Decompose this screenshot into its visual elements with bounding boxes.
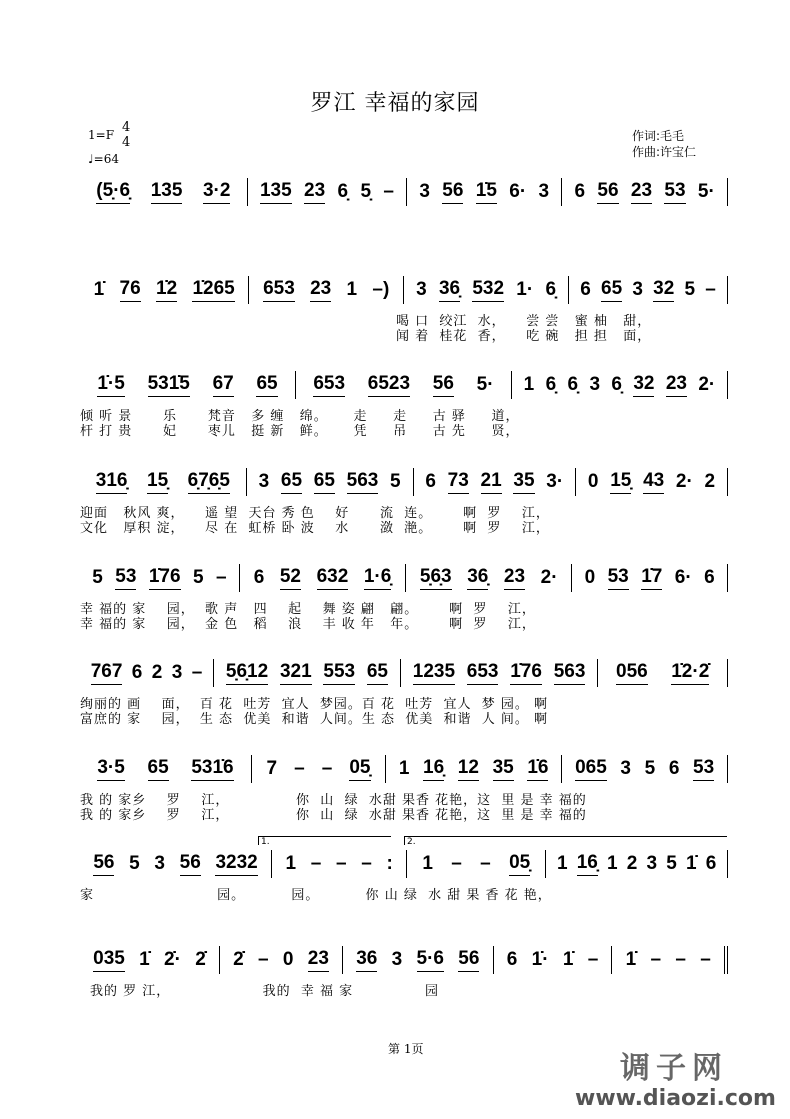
lyric-line: 幸 福的 家 园， 歌 声 四 起 舞 姿 翩 翩。 啊 罗 江， bbox=[80, 602, 536, 617]
note: 56 bbox=[597, 180, 618, 204]
note: 5 bbox=[666, 853, 677, 874]
note: 56 bbox=[442, 180, 463, 204]
note: – bbox=[650, 949, 662, 970]
note: 3 bbox=[258, 471, 270, 492]
note: 1·6̣ bbox=[364, 566, 391, 590]
staff-line bbox=[80, 850, 728, 878]
note: – bbox=[383, 181, 394, 202]
measure bbox=[407, 178, 562, 206]
note: 1̇6 bbox=[527, 757, 548, 781]
measure bbox=[272, 850, 407, 878]
note: 23 bbox=[308, 948, 329, 972]
note: 2 bbox=[626, 853, 638, 874]
time-signature bbox=[122, 120, 130, 150]
note: 056 bbox=[616, 661, 648, 685]
note: 1̇ bbox=[686, 853, 697, 874]
note: – bbox=[451, 853, 462, 874]
note: 1̇ bbox=[139, 949, 150, 970]
note: 5 bbox=[644, 758, 656, 779]
note: 3· bbox=[546, 471, 564, 492]
watermark-url: www.diaozi.com bbox=[575, 1086, 776, 1111]
note: 3 bbox=[632, 279, 643, 300]
note: 1̇7 bbox=[641, 566, 662, 590]
note: 135 bbox=[151, 180, 183, 204]
composer: 作曲:许宝仁 bbox=[632, 145, 697, 159]
note: 1̇76 bbox=[149, 566, 181, 590]
lyric-line: 倾 听 景 乐 梵音 多 缠 绵。 走 走 古 驿 道， bbox=[80, 409, 520, 424]
note: 56 bbox=[93, 852, 114, 876]
note: 6 bbox=[704, 567, 715, 588]
note: 6 bbox=[668, 758, 680, 779]
note: – bbox=[191, 662, 203, 683]
measure bbox=[248, 178, 407, 206]
lyric-line: 文化 厚积 淀， 尽 在 虹桥 卧 波 水 潋 滟。 啊 罗 江， bbox=[80, 521, 550, 536]
lyric-line: 幸 福的 家 园， 金 色 稻 浪 丰 收 年 年。 啊 罗 江， bbox=[80, 617, 536, 632]
credits bbox=[632, 128, 696, 160]
note: 3 bbox=[154, 853, 165, 874]
note: 1̇ bbox=[93, 279, 105, 300]
note: – bbox=[258, 949, 269, 970]
note: 23 bbox=[504, 566, 525, 590]
note: 16̣ bbox=[423, 757, 444, 781]
note: 23 bbox=[304, 180, 325, 204]
note: 1· bbox=[516, 279, 534, 300]
note: – bbox=[335, 853, 347, 874]
note: 1 bbox=[607, 853, 618, 874]
note: 1̇2 bbox=[156, 278, 177, 302]
note: 67 bbox=[213, 373, 234, 397]
note: 0 bbox=[282, 949, 294, 970]
volta-bracket: 2. bbox=[404, 836, 727, 845]
note: 32 bbox=[653, 278, 674, 302]
measure bbox=[546, 850, 728, 878]
staff-line bbox=[80, 178, 728, 206]
note: 1̇· bbox=[531, 949, 549, 970]
note: 6̣ bbox=[545, 279, 557, 300]
measure bbox=[80, 468, 247, 496]
measure bbox=[80, 946, 220, 974]
note: 653 bbox=[467, 661, 499, 685]
note: 35 bbox=[513, 470, 534, 494]
lyric-line: 迎面 秋风 爽， 遥 望 天台 秀 色 好 流 连。 啊 罗 江， bbox=[80, 506, 550, 521]
note: 2 bbox=[704, 471, 716, 492]
note: – bbox=[294, 758, 305, 779]
lyric-line: 闻 着 桂花 香， 吃 碗 担 担 面， bbox=[396, 329, 652, 344]
note: (5̣·6̣ bbox=[96, 180, 130, 204]
note: 6̣ bbox=[567, 374, 579, 395]
note: 1̇5 bbox=[476, 180, 497, 204]
note: 65 bbox=[314, 470, 335, 494]
note: 6̣ bbox=[545, 374, 557, 395]
note: 6̣ bbox=[611, 374, 622, 395]
note: 1235 bbox=[413, 661, 455, 685]
note: 6· bbox=[674, 567, 692, 588]
note: 12 bbox=[458, 757, 479, 781]
note: – bbox=[310, 853, 322, 874]
note: 23 bbox=[631, 180, 652, 204]
note: 1̇ bbox=[625, 949, 637, 970]
note: 6 bbox=[580, 279, 591, 300]
measure bbox=[80, 371, 296, 399]
note: 35 bbox=[493, 757, 514, 781]
measure bbox=[572, 564, 728, 592]
note: 56 bbox=[433, 373, 454, 397]
note: 1 bbox=[556, 853, 568, 874]
measure bbox=[414, 468, 577, 496]
note: 653 bbox=[263, 278, 295, 302]
note: 065 bbox=[575, 757, 607, 781]
note: 65 bbox=[601, 278, 622, 302]
measure bbox=[576, 468, 728, 496]
lyric-line: 富庶的 家 园， 生 态 优美 和谐 人间。生 态 优美 和谐 人 间。 啊 bbox=[80, 712, 549, 727]
measure bbox=[562, 178, 728, 206]
note: 0 bbox=[587, 471, 599, 492]
staff-line bbox=[80, 755, 728, 783]
note: 563 bbox=[554, 661, 586, 685]
staff-line bbox=[80, 276, 728, 304]
note: – bbox=[587, 949, 599, 970]
note: 1 bbox=[398, 758, 410, 779]
measure bbox=[401, 659, 598, 687]
staff-line bbox=[80, 946, 728, 974]
note: 23 bbox=[310, 278, 331, 302]
note: 1 bbox=[346, 279, 358, 300]
lyric-line: 我 的 家乡 罗 江， 你 山 绿 水甜 果香 花艳，这 里 是 幸 福的 bbox=[80, 808, 587, 823]
song-title: 罗江 幸福的家园 bbox=[310, 91, 480, 116]
lyric-line: 我的 罗 江， 我的 幸 福 家 园 bbox=[90, 984, 440, 999]
measure bbox=[240, 564, 406, 592]
note: 653 bbox=[313, 373, 345, 397]
lyric-line: 家 园。 园。 你 山 绿 水 甜 果 香 花 艳， bbox=[80, 888, 552, 903]
note: 0 bbox=[584, 567, 596, 588]
measure bbox=[214, 659, 401, 687]
measure bbox=[343, 946, 494, 974]
volta-bracket: 1. bbox=[258, 836, 391, 845]
note: 36̣ bbox=[439, 278, 460, 302]
measure bbox=[80, 178, 248, 206]
note: 05̣ bbox=[349, 757, 370, 781]
time-signature-bottom: 4 bbox=[122, 135, 131, 150]
note: 6· bbox=[509, 181, 527, 202]
note: 1̇ bbox=[562, 949, 574, 970]
note: 6̣ bbox=[337, 181, 349, 202]
note: 2· bbox=[675, 471, 693, 492]
note: 6̣7̣6̣5 bbox=[188, 470, 230, 494]
note: – bbox=[361, 853, 372, 874]
note: 5 bbox=[193, 567, 204, 588]
note: 3 bbox=[589, 374, 601, 395]
note: 6 bbox=[574, 181, 586, 202]
note: 56 bbox=[458, 948, 479, 972]
measure bbox=[80, 564, 240, 592]
note: 6 bbox=[506, 949, 518, 970]
note: 2 bbox=[151, 662, 163, 683]
note: 5 bbox=[684, 279, 696, 300]
note: 23 bbox=[666, 373, 687, 397]
measure bbox=[80, 276, 249, 304]
note: 632 bbox=[317, 566, 349, 590]
note: 316̣ bbox=[96, 470, 128, 494]
note: 6 bbox=[131, 662, 143, 683]
note: 767 bbox=[91, 661, 123, 685]
measure bbox=[598, 659, 728, 687]
note: 73 bbox=[448, 470, 469, 494]
note: 2· bbox=[698, 374, 716, 395]
measure bbox=[612, 946, 728, 974]
measure bbox=[494, 946, 613, 974]
note: 15̣ bbox=[610, 470, 631, 494]
note: – bbox=[705, 279, 716, 300]
note: 1 bbox=[285, 853, 297, 874]
note: 1̇·5 bbox=[97, 373, 124, 397]
measure bbox=[247, 468, 414, 496]
note: : bbox=[386, 853, 393, 874]
note: 2· bbox=[540, 567, 558, 588]
note: – bbox=[675, 949, 686, 970]
measure bbox=[80, 755, 252, 783]
note: 532 bbox=[472, 278, 504, 302]
note: 5· bbox=[697, 181, 715, 202]
staff-line bbox=[80, 371, 728, 399]
note: – bbox=[480, 853, 491, 874]
staff-line bbox=[80, 564, 728, 592]
measure bbox=[80, 659, 214, 687]
note: 6523 bbox=[368, 373, 410, 397]
measure bbox=[512, 371, 728, 399]
note: 65 bbox=[281, 470, 302, 494]
lyric-line: 喝 口 绞江 水， 尝 尝 蜜 柚 甜， bbox=[396, 314, 652, 329]
note: 3232 bbox=[215, 852, 257, 876]
key-signature: 1=F bbox=[88, 128, 115, 142]
note: 3 bbox=[620, 758, 631, 779]
note: 3 bbox=[538, 181, 550, 202]
note: 2̇· bbox=[164, 949, 181, 970]
measure bbox=[562, 755, 728, 783]
note: 16̣ bbox=[577, 852, 598, 876]
note: 531̇6 bbox=[191, 757, 233, 781]
note: 53 bbox=[115, 566, 136, 590]
staff-line bbox=[80, 468, 728, 496]
note: 3 bbox=[391, 949, 403, 970]
note: 321 bbox=[280, 661, 312, 685]
note: 7 bbox=[266, 758, 278, 779]
note: 3 bbox=[646, 853, 658, 874]
note: 563 bbox=[347, 470, 379, 494]
lyric-line: 我 的 家乡 罗 江， 你 山 绿 水甜 果香 花艳，这 里 是 幸 福的 bbox=[80, 793, 587, 808]
time-signature-top: 4 bbox=[122, 120, 131, 135]
note: 6 bbox=[425, 471, 436, 492]
note: 035 bbox=[93, 948, 125, 972]
note: 3 bbox=[416, 279, 427, 300]
note: 1̇2·2̇ bbox=[671, 661, 709, 685]
note: 3 bbox=[419, 181, 430, 202]
measure bbox=[220, 946, 343, 974]
measure bbox=[407, 850, 546, 878]
measure bbox=[249, 276, 404, 304]
note: 5̣6̣3 bbox=[420, 566, 452, 590]
note: 21 bbox=[481, 470, 502, 494]
note: 1̇265 bbox=[192, 278, 234, 302]
note: 65 bbox=[256, 373, 277, 397]
note: 5 bbox=[92, 567, 103, 588]
note: 3 bbox=[171, 662, 183, 683]
note: 531̇5 bbox=[148, 373, 190, 397]
note: 5·6 bbox=[417, 948, 444, 972]
note: 32 bbox=[633, 373, 654, 397]
measure bbox=[296, 371, 512, 399]
note: 53 bbox=[608, 566, 629, 590]
lyric-line: 杆 打 贵 妃 枣儿 挺 新 鲜。 凭 吊 古 先 贤， bbox=[80, 424, 520, 439]
note: 65 bbox=[148, 757, 169, 781]
note: 5̣ bbox=[360, 181, 372, 202]
note: 553 bbox=[323, 661, 355, 685]
note: 36 bbox=[356, 948, 377, 972]
note: 53 bbox=[693, 757, 714, 781]
watermark-logo: 调子网 bbox=[620, 1051, 728, 1086]
measure bbox=[80, 850, 272, 878]
note: 1̇76 bbox=[510, 661, 542, 685]
note: 5 bbox=[390, 471, 401, 492]
note: 52 bbox=[280, 566, 301, 590]
note: 76 bbox=[120, 278, 141, 302]
note: 2̇ bbox=[233, 949, 244, 970]
page-number: 第 1页 bbox=[388, 1042, 424, 1056]
note: 05̣ bbox=[509, 852, 530, 876]
measure bbox=[569, 276, 728, 304]
note: 3·2 bbox=[203, 180, 230, 204]
measure bbox=[404, 276, 569, 304]
staff-line bbox=[80, 659, 728, 687]
note: – bbox=[700, 949, 711, 970]
note: 5· bbox=[476, 374, 494, 395]
note: – bbox=[216, 567, 227, 588]
tempo-mark: ♩=64 bbox=[88, 152, 119, 166]
note: 2̇ bbox=[195, 949, 206, 970]
note: 5 bbox=[129, 853, 140, 874]
note: 65 bbox=[367, 661, 388, 685]
note: 5̣6̣12 bbox=[226, 661, 268, 685]
note: 1 bbox=[523, 374, 535, 395]
note: 6 bbox=[705, 853, 717, 874]
note: 43 bbox=[643, 470, 664, 494]
note: 135 bbox=[260, 180, 292, 204]
note: – bbox=[321, 758, 333, 779]
note: –) bbox=[372, 279, 390, 300]
note: 6 bbox=[253, 567, 265, 588]
measure bbox=[406, 564, 572, 592]
note: 3·5 bbox=[97, 757, 124, 781]
note: 56 bbox=[180, 852, 201, 876]
measure bbox=[252, 755, 386, 783]
measure bbox=[386, 755, 562, 783]
note: 1 bbox=[422, 853, 433, 874]
note: 36̣ bbox=[467, 566, 488, 590]
lyricist: 作词:毛毛 bbox=[632, 129, 685, 143]
note: 15̣ bbox=[147, 470, 168, 494]
lyric-line: 绚丽的 画 面， 百 花 吐芳 宜人 梦园。百 花 吐芳 宜人 梦 园。 啊 bbox=[80, 697, 549, 712]
note: 53 bbox=[664, 180, 685, 204]
